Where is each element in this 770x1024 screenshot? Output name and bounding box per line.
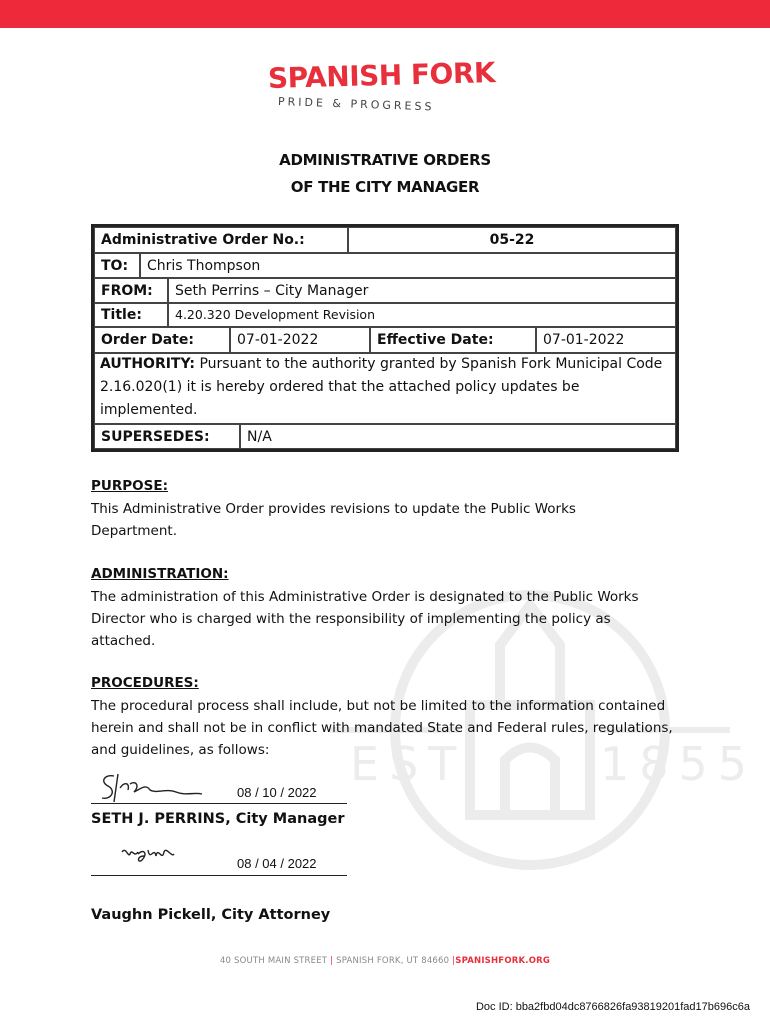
footer-address bbox=[0, 956, 770, 966]
supersedes-value: N/A bbox=[240, 424, 676, 449]
footer-city: SPANISH FORK, UT 84660 bbox=[336, 956, 450, 966]
purpose-heading: PURPOSE: bbox=[91, 478, 168, 494]
footer-separator-1: | bbox=[330, 956, 334, 966]
title-value: 4.20.320 Development Revision bbox=[168, 303, 676, 327]
procedures-text: The procedural process shall include, but not be limited to the information contained herein and shall not be in conflict with mandated State and Federal rules, regulations, and guidelines, as follows: bbox=[91, 698, 673, 758]
logo-tagline: PRIDE & PROGRESS bbox=[277, 95, 435, 114]
to-value: Chris Thompson bbox=[140, 253, 676, 278]
supersedes-label: SUPERSEDES: bbox=[94, 424, 240, 449]
city-attorney-signature-date: 08 / 04 / 2022 bbox=[237, 856, 317, 871]
city-manager-name: SETH J. PERRINS, City Manager bbox=[91, 811, 345, 827]
city-attorney-signature bbox=[118, 842, 178, 874]
to-label: TO: bbox=[94, 253, 140, 278]
logo-wordmark: SPANISH FORK bbox=[267, 56, 496, 95]
document-title-line2: OF THE CITY MANAGER bbox=[290, 178, 480, 196]
title-label: Title: bbox=[94, 303, 168, 327]
order-no-value: 05-22 bbox=[348, 227, 676, 253]
authority-text: Pursuant to the authority granted by Spanish Fork Municipal Code 2.16.020(1) it is hereby ordered that the attached policy updates be implemented. bbox=[100, 356, 663, 418]
from-value: Seth Perrins – City Manager bbox=[168, 278, 676, 303]
authority-paragraph bbox=[100, 353, 672, 422]
city-manager-signature-line bbox=[91, 803, 347, 804]
order-date-value: 07-01-2022 bbox=[230, 327, 370, 353]
document-id: Doc ID: bba2fbd04dc8766826fa93819201fad17b696c6a bbox=[475, 1001, 750, 1013]
spanish-fork-logo bbox=[267, 56, 498, 116]
from-label: FROM: bbox=[94, 278, 168, 303]
footer-website-link[interactable]: SPANISHFORK.ORG bbox=[455, 956, 551, 966]
authority-label: AUTHORITY: bbox=[100, 356, 195, 372]
procedures-heading: PROCEDURES: bbox=[91, 675, 199, 691]
top-brand-bar bbox=[0, 0, 770, 28]
administration-heading: ADMINISTRATION: bbox=[91, 566, 229, 582]
footer-separator-2: | bbox=[452, 956, 456, 966]
administration-text: The administration of this Administrative Order is designated to the Public Works Director who is charged with the responsibility of implementing the policy as attached. bbox=[91, 589, 639, 649]
effective-date-value: 07-01-2022 bbox=[536, 327, 676, 353]
city-attorney-name: Vaughn Pickell, City Attorney bbox=[91, 907, 331, 923]
effective-date-label: Effective Date: bbox=[370, 327, 536, 353]
purpose-text: This Administrative Order provides revisions to update the Public Works Department. bbox=[91, 501, 576, 539]
document-title-line1: ADMINISTRATIVE ORDERS bbox=[279, 151, 491, 169]
watermark-est-text: EST. bbox=[350, 737, 486, 791]
order-date-label: Order Date: bbox=[94, 327, 230, 353]
order-no-label: Administrative Order No.: bbox=[94, 227, 348, 253]
city-manager-signature-date: 08 / 10 / 2022 bbox=[237, 785, 317, 800]
city-attorney-signature-line bbox=[91, 875, 347, 876]
order-info-table bbox=[91, 224, 679, 452]
city-manager-signature bbox=[96, 770, 206, 806]
footer-street: 40 SOUTH MAIN STREET bbox=[219, 956, 328, 966]
watermark-year-text: 1855 bbox=[600, 737, 758, 791]
